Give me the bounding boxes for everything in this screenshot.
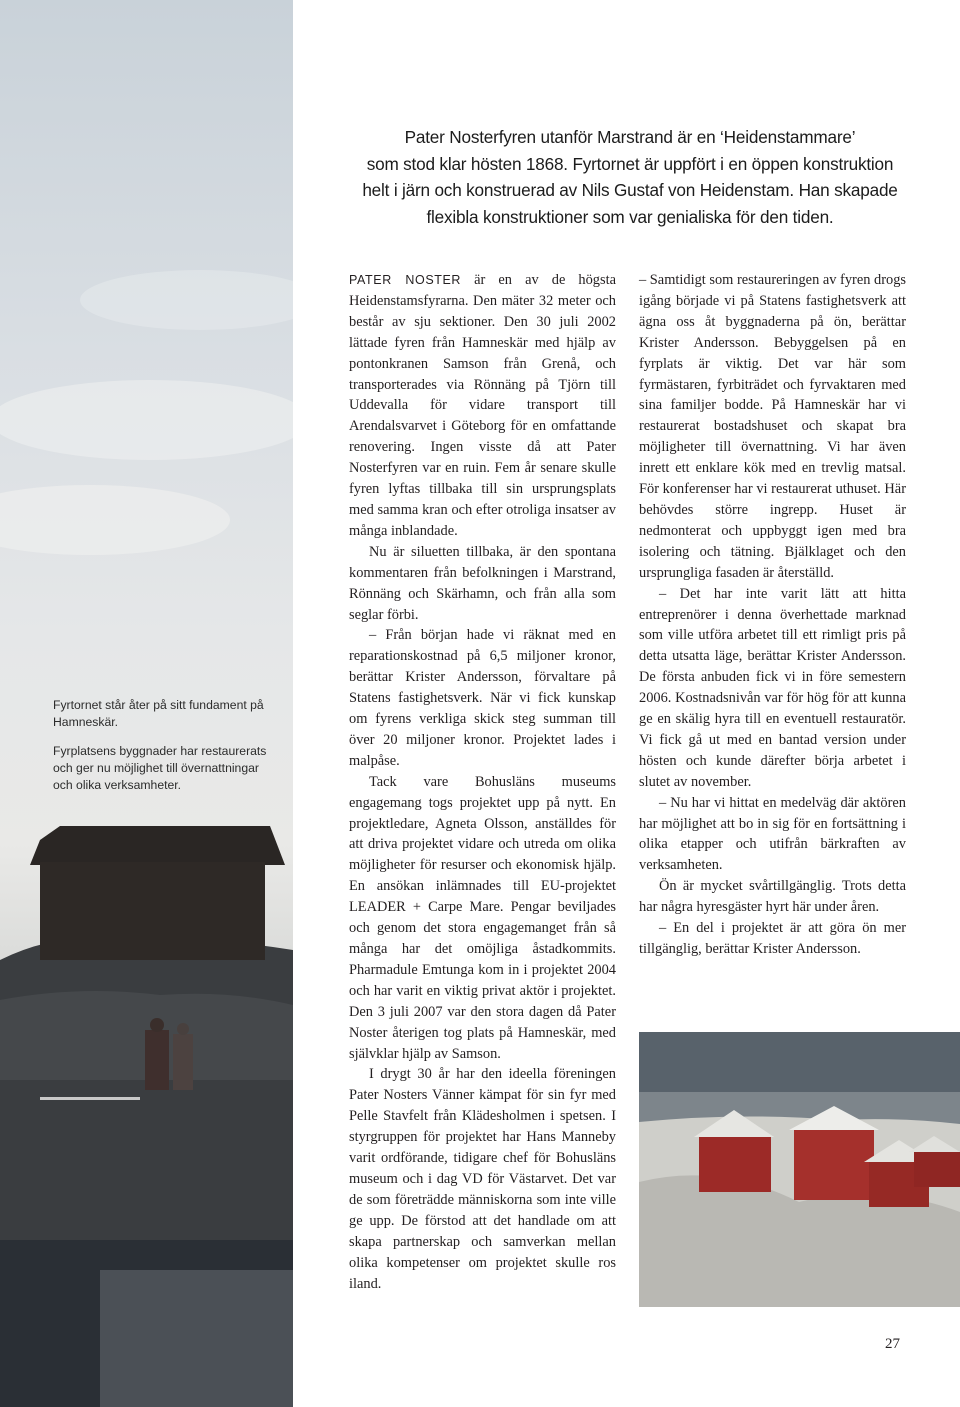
column2-paragraph-2: – Det har inte varit lätt att hitta entreprenörer i denna överhettade marknad som ville utföra arbetet till ett rimligt pris på detta utsatta läge, berättar Krister Andersson. De första anbuden fick vi in före semestern 2006. Kostnadsnivån var för hög för att kunna ge en skälig hyra till en eventuell restauratör. Vi fick gå ut med en bantad version under hösten och kunde därefter börja arbetet i slutet av november. <box>639 585 906 790</box>
lead-line-1: Pater Nosterfyren utanför Marstrand är en ‘Heidenstammare’ <box>404 127 856 147</box>
caption-line-1: Fyrtornet står åter på sitt fundament på Hamneskär. <box>53 698 264 729</box>
column1-paragraph-3: – Från början hade vi räknat med en reparationskostnad på 6,5 miljoner kronor, berättar Krister Andersson, förvaltare på Statens fastighetsverk. När vi fick kunskap om fyrens verkliga skick steg summan till över 20 miljoner kronor. Projektet lades i malpåse. <box>349 627 616 769</box>
text-column-2 <box>639 270 906 960</box>
column1-paragraph-4: Tack vare Bohusläns museums engagemang togs projektet upp på nytt. En projektledare, Agneta Olsson, anställdes för att driva projektet vidare och utreda om olika möjligheter för resurser och ekonomisk hjälp. En ansökan inlämnades till EU-projektet LEADER + Carpe Mare. Pengar beviljades och genom det stora engagemanget från så många har det omöjliga åstadkommits. Pharmadule Emtunga kom in i projektet 2004 och har varit en viktig privat aktör i projektet. Den 3 juli 2007 var den stora dagen då Pater Noster återigen tog plats på Hamneskär, med självklar hjälp av Samson. <box>349 773 616 1062</box>
photo-caption <box>53 697 268 806</box>
caption-line-2: Fyrplatsens byggnader har restaurerats och ger nu möjlighet till övernattningar och olika verksamheter. <box>53 744 267 792</box>
lead-line-4: flexibla konstruktioner som var genialiska för den tiden. <box>426 206 834 227</box>
lead-line-2: som stod klar hösten 1868. Fyrtornet är uppfört i en öppen konstruktion <box>366 153 894 174</box>
text-column-1 <box>349 270 616 1294</box>
lead-line-3: helt i järn och konstruerad av Nils Gustaf von Heidenstam. Han skapade <box>362 180 898 200</box>
column2-paragraph-4: Ön är mycket svårtillgänglig. Trots detta har några hyresgäster hyrt här under åren. <box>639 878 906 916</box>
snowy-island-photo <box>639 1032 960 1307</box>
column1-paragraph-2: Nu är siluetten tillbaka, är den spontana kommentaren från befolkningen i Marstrand, Rönnäng och Skärhamn, och från alla som seglar förbi. <box>349 543 616 623</box>
lead-in-smallcaps: PATER NOSTER <box>349 273 462 287</box>
column2-paragraph-1: – Samtidigt som restaureringen av fyren drogs igång började vi på Statens fastighetsverk att ägna oss åt byggnaderna på ön, berättar Krister Andersson. Bebyggelsen på en fyrplats är viktig. Det var här som fyrmästaren, fyrbiträdet och fyrvaktaren med sina familjer bodde. På Hamneskär har vi restaurerat bostadshuset och skapat bra möjligheter till övernattning. Vi har även inrett ett enklare kök med en trevlig matsal. För konferenser har vi restaurerat uthuset. Här behövdes större ingrepp. Huset är nedmonterat och uppbyggt igen med bra isolering och tätning. Bjälklaget och den ursprungliga fasaden är återställd. <box>639 272 906 581</box>
column1-paragraph-5: I drygt 30 år har den ideella föreningen Pater Nosters Vänner kämpat för sin fyr med Pelle Stavfelt från Klädesholmen i spetsen. I styrgruppen för projektet har Hans Manneby varit ordförande, tidigare chef för Bohusläns museum och i dag VD för Västarvet. Det var de som företrädde människorna som inte ville ge upp. De förstod att det handlade om att skapa partnerskap och samverkan mellan olika kompetenser om projektet skulle ros iland. <box>349 1066 616 1292</box>
lead-paragraph <box>330 124 930 230</box>
column2-paragraph-5: – En del i projektet är att göra ön mer tillgänglig, berättar Krister Andersson. <box>639 920 906 957</box>
page-number: 27 <box>885 1336 900 1352</box>
column1-paragraph-1 <box>349 270 616 542</box>
column2-paragraph-3: – Nu har vi hittat en medelväg där aktören har möjlighet att bo in sig för en fortsättning i olika etapper och utifrån bärkraften av verksamheten. <box>639 794 906 874</box>
column1-paragraph-1-text: är en av de högsta Heidenstamsfyrarna. Den mäter 32 meter och består av sju sektioner. Den 30 juli 2002 lättade fyren från Hamneskär med hjälp av pontonkranen Samson från Grenå, och transporterades via Rönnäng på Tjörn till Uddevalla för vidare transport till Arendalsvarvet i Göteborg för en omfattande renovering. Ingen visste då att Pater Nosterfyren var en ruin. Fem år senare skulle fyren lyftas tillbaka till sin ursprungsplats med samma kran och efter otroliga insatser av många inblandade. <box>349 272 616 539</box>
